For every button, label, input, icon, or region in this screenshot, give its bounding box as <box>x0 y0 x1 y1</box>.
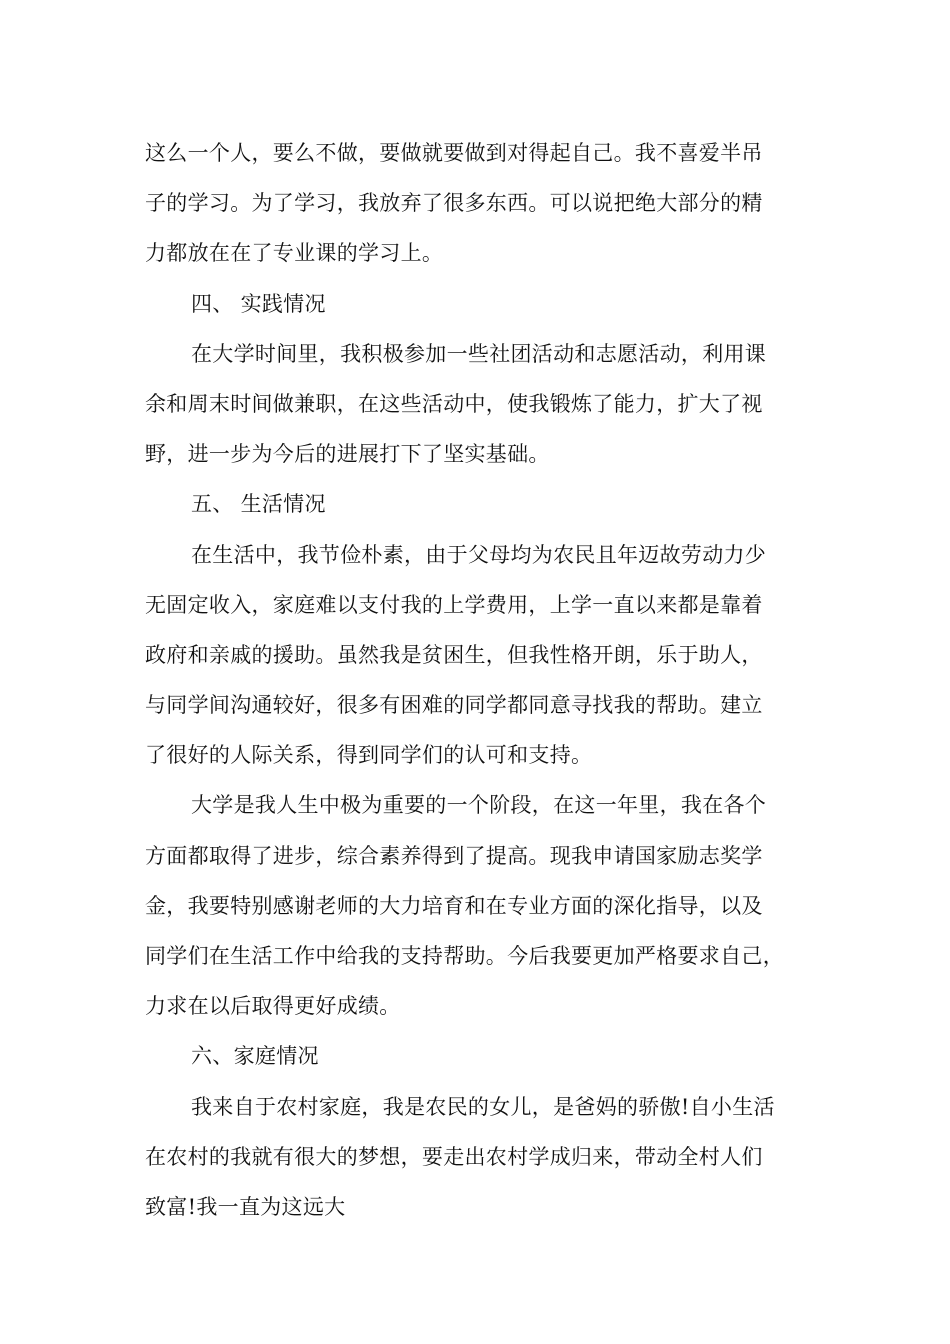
text-line: 子的学习。为了学习，我放弃了很多东西。可以说把绝大部分的精 <box>145 191 763 216</box>
text-line: 余和周末时间做兼职，在这些活动中，使我锻炼了能力，扩大了视 <box>145 391 763 416</box>
section-heading-life: 五、 生活情况 <box>191 492 326 517</box>
text-line: 在农村的我就有很大的梦想，要走出农村学成归来，带动全村人们 <box>145 1144 763 1169</box>
text-line: 力都放在在了专业课的学习上。 <box>145 241 444 266</box>
text-line: 大学是我人生中极为重要的一个阶段，在这一年里，我在各个 <box>191 793 767 818</box>
document-body <box>145 128 810 1232</box>
text-line: 力求在以后取得更好成绩。 <box>145 994 401 1019</box>
section-heading-practice: 四、 实践情况 <box>191 291 326 316</box>
text-line: 在生活中，我节俭朴素，由于父母均为农民且年迈故劳动力少 <box>191 542 767 567</box>
text-line: 致富!我一直为这远大 <box>145 1194 346 1219</box>
text-line: 了很好的人际关系，得到同学们的认可和支持。 <box>145 743 593 768</box>
text-line: 与同学间沟通较好，很多有困难的同学都同意寻找我的帮助。建立 <box>145 693 763 718</box>
text-line: 无固定收入，家庭难以支付我的上学费用，上学一直以来都是靠着 <box>145 592 763 617</box>
text-line: 同学们在生活工作中给我的支持帮助。今后我要更加严格要求自己， <box>145 944 784 968</box>
text-line: 政府和亲戚的援助。虽然我是贫困生，但我性格开朗，乐于助人， <box>145 642 763 667</box>
text-line: 这么一个人，要么不做，要做就要做到对得起自己。我不喜爱半吊 <box>145 141 763 165</box>
text-line: 在大学时间里，我积极参加一些社团活动和志愿活动，利用课 <box>191 341 767 366</box>
text-line: 方面都取得了进步，综合素养得到了提高。现我申请国家励志奖学 <box>145 843 763 868</box>
text-line: 我来自于农村家庭，我是农民的女儿，是爸妈的骄傲!自小生活 <box>191 1094 775 1119</box>
section-heading-family: 六、家庭情况 <box>191 1044 319 1069</box>
text-line: 金，我要特别感谢老师的大力培育和在专业方面的深化指导，以及 <box>145 893 763 918</box>
text-line: 野，进一步为今后的进展打下了坚实基础。 <box>145 442 550 467</box>
